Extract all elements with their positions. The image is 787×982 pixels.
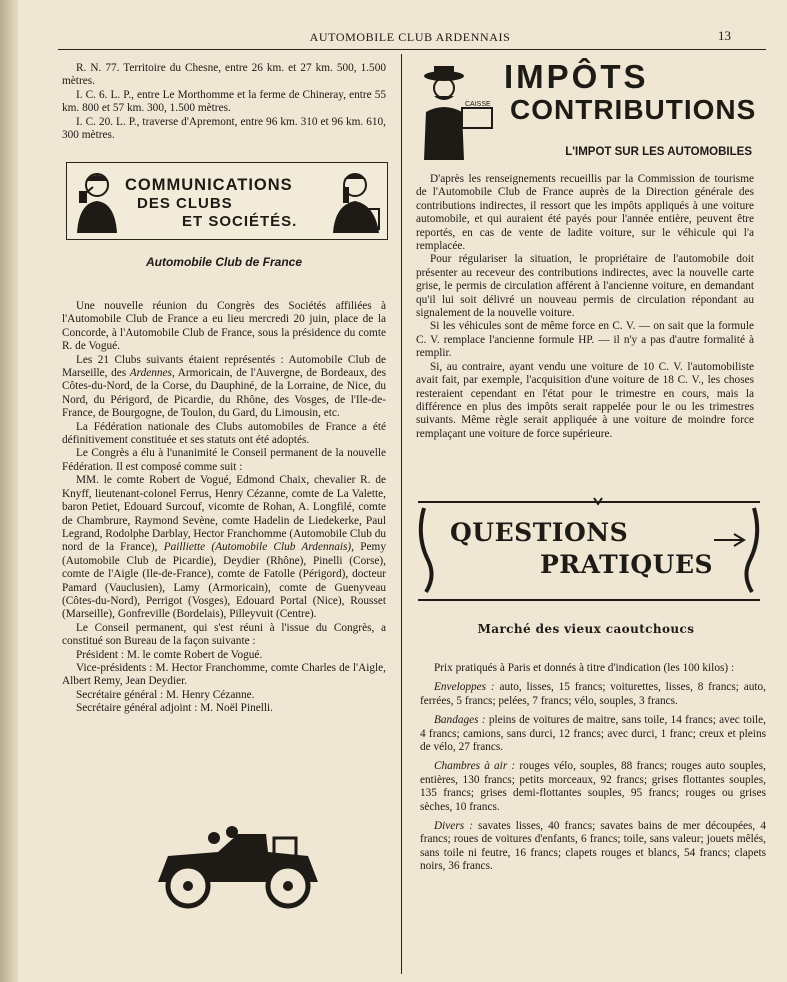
paragraph: Prix pratiqués à Paris et donnés à titre d'indication (les 100 kilos) : xyxy=(434,662,735,674)
caoutchouc-price-list xyxy=(420,662,766,874)
road-entry: I. C. 20. L. P., traverse d'Apremont, entre 96 km. 310 et 96 km. 610, 300 mètres. xyxy=(62,115,386,142)
impots-title: IMPÔTS xyxy=(504,58,649,95)
telephone-man-right-illustration xyxy=(329,167,383,235)
price-text: savates lisses, 40 francs; savates bains de mer découpées, 4 francs; roues de voitures d'enfants, 6 francs; toile, sans valeur; jouets mêlés, sans toile ni feutre, 16 francs; clapets rouges et blancs, 54 francs; clapets noirs, 36 francs. xyxy=(420,820,766,873)
section-subtitle: Automobile Club de France xyxy=(145,255,302,269)
clubs-title: DES CLUBS xyxy=(137,195,233,212)
societes-title: ET SOCIÉTÉS. xyxy=(182,213,298,230)
paragraph: Si, au contraire, ayant vendu une voiture de 10 C. V. l'automobiliste avait fait, par exemple, l'acquisition d'une voiture de 18 C. V., les choses resteraient cependant en l'état pour le trimestre en cours, mais la différence en plus des impôts serait rappelée pour le ou les trimestres suivants. Même règle serait appliquée à une voiture de moindre force remplaçant une voiture de force supérieure. xyxy=(416,360,754,440)
column-divider xyxy=(401,54,402,974)
vintage-car-illustration xyxy=(148,812,328,912)
contributions-title: CONTRIBUTIONS xyxy=(510,94,757,125)
header-rule xyxy=(58,49,766,50)
price-entry xyxy=(420,820,766,874)
price-entry xyxy=(420,714,766,754)
text-run: Les 21 Clubs suivants étaient représentés : Automobile Club de Marseille, des xyxy=(62,353,386,380)
paragraph: Une nouvelle réunion du Congrès des Sociétés affiliées à l'Automobile Club de France a eu lieu mercredi 20 juin, place de la Concorde, à l'Automobile Club de France, sous la présidence du comte R. de Vogué. xyxy=(62,300,386,353)
paragraph: Président : M. le comte Robert de Vogué. xyxy=(76,648,263,661)
impot-article-body xyxy=(416,173,754,441)
paragraph: Pour régulariser la situation, le propriétaire de l'automobile doit présenter au receveur des contributions indirectes, avec la nouvelle carte grise, le permis de circulation afférent à l'ancienne voiture, en demandant qu'il lui soit délivré un nouveau permis de circulation répondant au signalement de la nouvelle voiture. xyxy=(416,253,754,320)
paragraph: Secrétaire général : M. Henry Cézanne. xyxy=(76,688,255,701)
pratiques-title: PRATIQUES xyxy=(540,550,714,579)
paragraph: Si les véhicules sont de même force en C. V. — on sait que la formule C. V. remplace l'ancienne formule HP. — il n'y a pas d'autre formalité à remplir. xyxy=(416,320,754,360)
acf-article-body xyxy=(62,300,386,716)
italic-run: Ardennes xyxy=(129,367,172,380)
running-header: AUTOMOBILE CLUB ARDENNAIS xyxy=(309,30,511,44)
price-text: pleins de voitures de maitre, sans toile, 14 francs; avec toile, 4 francs; camions, sans durci, 12 francs; avec durci, 1 franc; creux et pleins de vélo, 27 francs. xyxy=(420,714,766,754)
telephone-man-left-illustration xyxy=(71,167,123,235)
section-subtitle: L'IMPOT SUR LES AUTOMOBILES xyxy=(565,146,752,158)
paragraph: Le Congrès a élu à l'unanimité le Conseil permanent de la nouvelle Fédération. Il est composé comme suit : xyxy=(62,447,386,473)
binding-edge xyxy=(0,0,18,982)
italic-run: Pailliette (Automobile Club Ardennais), xyxy=(163,541,355,554)
paragraph xyxy=(62,474,386,621)
paragraph: Secrétaire général adjoint : M. Noël Pinelli. xyxy=(76,702,274,715)
paragraph xyxy=(62,354,386,421)
questions-pratiques-banner xyxy=(414,496,764,604)
caisse-label: CAISSE xyxy=(465,101,491,108)
road-works-list xyxy=(62,62,386,142)
paragraph: Le Conseil permanent, qui s'est réuni à l'issue du Congrès, a constitué son Bureau de la façon suivante : xyxy=(62,621,386,648)
price-text: rouges vélo, souples, 88 francs; rouges auto souples, entières, 130 francs; petits morceaux, 92 francs; grises flottantes souples, 135 francs; grises demi-flottantes souples, 95 francs; rouges ou grises sèches, 10 francs. xyxy=(420,760,767,813)
road-entry: I. C. 6. L. P., entre Le Morthomme et la ferme de Chineray, entre 55 km. 800 et 57 km. 300, 1.500 mètres. xyxy=(62,88,386,115)
price-category: Bandages : xyxy=(434,714,486,727)
price-entry xyxy=(420,760,766,814)
price-category: Divers : xyxy=(434,820,473,833)
section-subtitle: Marché des vieux caoutchoucs xyxy=(477,622,695,636)
communications-title: COMMUNICATIONS xyxy=(125,176,293,194)
paragraph: La Fédération nationale des Clubs automobiles de France a été définitivement constituée et ses statuts ont été adoptés. xyxy=(62,420,386,447)
text-run: MM. le comte Robert de Vogué, Edmond Chaix, chevalier R. de Knyff, lieutenant-colonel Ferrus, Henry Cézanne, comte de La Valette, baron Petiet, Edouard Surcouf, vicomte de Rohan, A. Longfilé, comte de Chambrure, Raymond Sevène, comte Hadelin de Liedekerke, Paul Legrand, Rodolphe Darblay, Hector Franchomme (Automobile Club du nord de la France), xyxy=(62,474,386,554)
paragraph: Vice-présidents : M. Hector Franchomme, comte Charles de l'Aigle, Albert Remy, Jean Deydier. xyxy=(62,661,386,688)
price-category: Enveloppes : xyxy=(434,681,495,694)
price-entry xyxy=(420,681,766,708)
text-run: Pemy (Automobile Club de Picardie), Deydier (Rhône), Pinelli (Corse), comte de l'Aigle (Ile-de-France), comte de Fatolle (Périgord), docteur Pamard (Vauclusien), Lamy (Armoricain), comte de Guenyveau (Côtes-du-Nord), Perrigot (Vosges), Edouard Portal (Nice), Rousset (Marseille), Gonfreville (Bordelais), Pilleyvuit (Centre). xyxy=(62,541,386,621)
communications-banner xyxy=(66,162,388,240)
questions-title: QUESTIONS xyxy=(450,518,629,547)
page-number: 13 xyxy=(718,28,731,43)
text-run: , Armoricain, de l'Auvergne, de Bordeaux, des Côtes-du-Nord, de la Corse, du Dauphiné, de la Lorraine, de Nice, du Nord, du Périgord, de Picardie, du Rhône, des Vosges, de l'Ile-de-France, de Bourgogne, de Toulon, du Gard, du Limousin, etc. xyxy=(62,367,386,420)
paragraph: D'après les renseignements recueillis par la Commission de tourisme de l'Automobile Club de France auprès de la Direction générale des contributions indirectes, il ressort que les impôts appliqués à une voiture automobile, et qui auraient été payés pour l'année entière, peuvent être reportés, en cas de vente de ladite voiture, sur le véhicule qui l'a remplacée. xyxy=(416,173,754,253)
road-entry: R. N. 77. Territoire du Chesne, entre 26 km. et 27 km. 500, 1.500 mètres. xyxy=(62,62,386,88)
price-text: auto, lisses, 15 francs; voiturettes, lisses, 8 francs; auto, ferrées, 5 francs; pelées, 7 francs; vélo, souples, 3 francs. xyxy=(420,681,766,707)
price-category: Chambres à air : xyxy=(434,760,516,773)
